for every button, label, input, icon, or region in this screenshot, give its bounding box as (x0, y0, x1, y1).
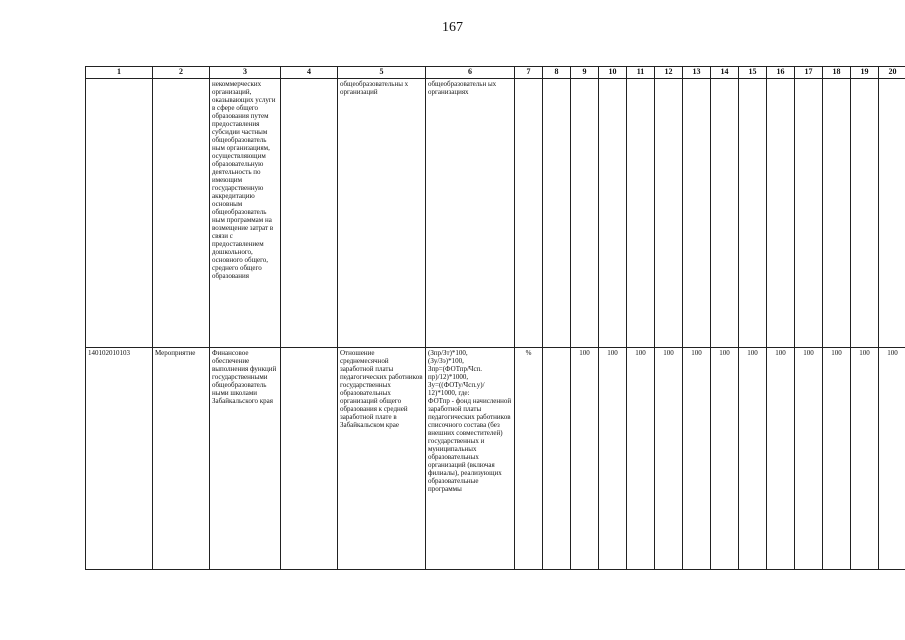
row-value (599, 79, 627, 348)
row-value: 100 (767, 348, 795, 570)
row-col8 (543, 348, 571, 570)
column-header: 19 (851, 67, 879, 79)
column-header: 5 (338, 67, 426, 79)
row-type (153, 79, 210, 348)
row-value: 100 (795, 348, 823, 570)
row-unit (515, 79, 543, 348)
row-value (823, 79, 851, 348)
row-value: 100 (851, 348, 879, 570)
table-row (86, 348, 905, 570)
column-header: 16 (767, 67, 795, 79)
column-header: 17 (795, 67, 823, 79)
row-value: 100 (739, 348, 767, 570)
column-header: 3 (210, 67, 281, 79)
row-code: 140102010103 (86, 348, 153, 570)
row-unit: % (515, 348, 543, 570)
column-header: 14 (711, 67, 739, 79)
column-header: 10 (599, 67, 627, 79)
column-header: 9 (571, 67, 599, 79)
row-value: 100 (823, 348, 851, 570)
row-value (851, 79, 879, 348)
table-row (86, 79, 905, 348)
row-value (627, 79, 655, 348)
row-indicator: Отношение среднемесячной заработной платы педагогических работников государственных образовательных организаций общего образования к средней заработной плате в Забайкальском крае (338, 348, 426, 570)
row-col4 (281, 79, 338, 348)
row-value: 100 (627, 348, 655, 570)
row-value (683, 79, 711, 348)
row-code (86, 79, 153, 348)
row-indicator: общеобразовательны х организаций (338, 79, 426, 348)
column-number-row (86, 67, 905, 79)
column-header: 15 (739, 67, 767, 79)
row-value (571, 79, 599, 348)
row-value: 100 (571, 348, 599, 570)
row-name: Финансовое обеспечение выполнения функций государственными общеобразователь ными школами Забайкальского края (210, 348, 281, 570)
row-value: 100 (879, 348, 905, 570)
row-col4 (281, 348, 338, 570)
column-header: 11 (627, 67, 655, 79)
row-name: некоммерческих организаций, оказывающих услуги в сфере общего образования путем предоставления субсидии частным общеобразователь ным организациям, осуществляющим образовательную деятельность по имеющим государственную аккредитацию основным общеобразователь ным программам на возмещение затрат в связи с предоставлением дошкольного, основного общего, среднего общего образования (210, 79, 281, 348)
column-header: 7 (515, 67, 543, 79)
column-header: 8 (543, 67, 571, 79)
column-header: 18 (823, 67, 851, 79)
column-header: 6 (426, 67, 515, 79)
row-method: общеобразовательн ых организациях (426, 79, 515, 348)
column-header: 4 (281, 67, 338, 79)
column-header: 20 (879, 67, 905, 79)
column-header: 12 (655, 67, 683, 79)
row-value (879, 79, 905, 348)
row-value (795, 79, 823, 348)
row-method: (Зпр/Зт)*100, (Зу/Зэ)*100, Зпр=(ФОТпр/Чсп. пр)/12)*1000, Зу=((ФОТу/Чсп.у)/ 12)*1000, где: ФОТпр - фонд начисленной заработной платы педагогических работников списочного состава (без внешних совместителей) государственных и муниципальных образовательных организаций (включая филиалы), реализующих образовательные программы (426, 348, 515, 570)
row-value (655, 79, 683, 348)
row-value: 100 (711, 348, 739, 570)
row-value: 100 (683, 348, 711, 570)
row-value (767, 79, 795, 348)
row-value: 100 (599, 348, 627, 570)
row-value: 100 (655, 348, 683, 570)
indicators-table (85, 66, 905, 570)
page-number: 167 (442, 20, 463, 35)
row-type: Мероприятие (153, 348, 210, 570)
row-value (711, 79, 739, 348)
column-header: 13 (683, 67, 711, 79)
row-col8 (543, 79, 571, 348)
column-header: 1 (86, 67, 153, 79)
row-value (739, 79, 767, 348)
column-header: 2 (153, 67, 210, 79)
